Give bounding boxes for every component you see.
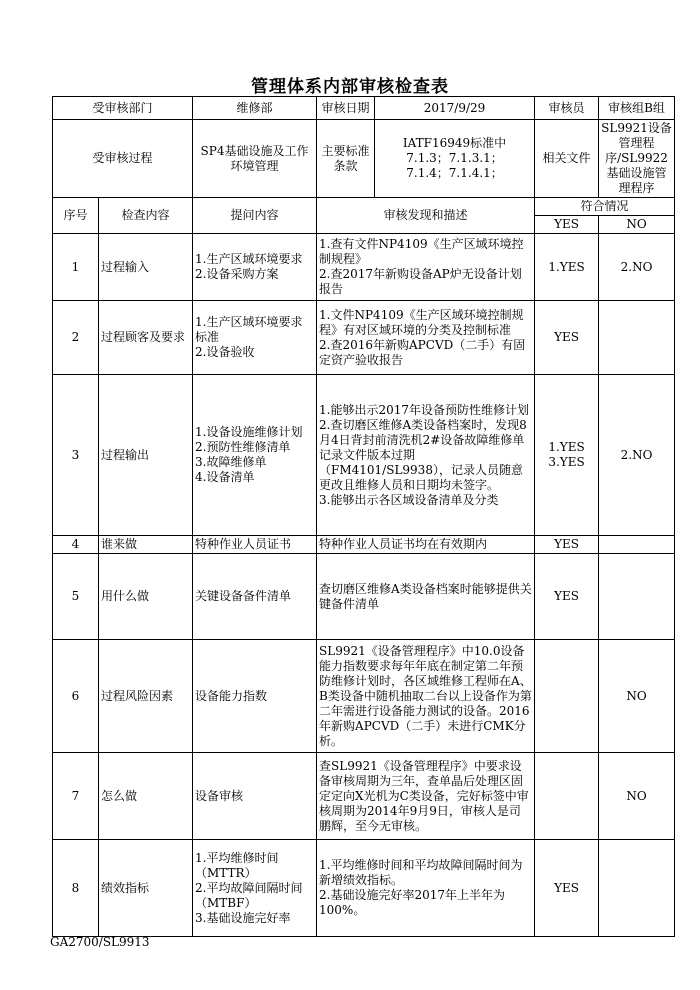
header-row-process [53, 120, 675, 198]
dept-value: 维修部 [193, 97, 317, 120]
row-content: 怎么做 [99, 753, 193, 840]
table-row [53, 640, 675, 753]
docs-value: SL9921设备管理程序/SL9922基础设施管理程序 [599, 120, 675, 198]
process-label: 受审核过程 [53, 120, 193, 198]
row-no-flag: NO [599, 753, 675, 840]
row-no-flag: 2.NO [599, 375, 675, 536]
row-finding: 1.平均维修时间和平均故障间隔时间为新增绩效指标。 2.基础设施完好率2017年上半年为100%。 [317, 840, 535, 937]
row-content: 谁来做 [99, 536, 193, 554]
row-finding: 特种作业人员证书均在有效期内 [317, 536, 535, 554]
row-yes: YES [535, 554, 599, 640]
row-content: 过程风险因素 [99, 640, 193, 753]
row-no: 5 [53, 554, 99, 640]
row-question: 特种作业人员证书 [193, 536, 317, 554]
table-row [53, 536, 675, 554]
table-row [53, 554, 675, 640]
row-yes: YES [535, 840, 599, 937]
row-no-flag: NO [599, 640, 675, 753]
table-row [53, 234, 675, 301]
row-no: 1 [53, 234, 99, 301]
row-no: 4 [53, 536, 99, 554]
row-question: 1.生产区域环境要求 2.设备采购方案 [193, 234, 317, 301]
date-value: 2017/9/29 [375, 97, 535, 120]
row-content: 过程输入 [99, 234, 193, 301]
row-no-flag [599, 536, 675, 554]
table-row [53, 375, 675, 536]
row-question: 1.设备设施维修计划 2.预防性维修清单 3.故障维修单 4.设备清单 [193, 375, 317, 536]
process-value: SP4基础设施及工作环境管理 [193, 120, 317, 198]
row-content: 用什么做 [99, 554, 193, 640]
row-question: 关键设备备件清单 [193, 554, 317, 640]
audit-checklist-table [52, 96, 675, 937]
row-question: 设备能力指数 [193, 640, 317, 753]
table-row [53, 753, 675, 840]
row-no: 7 [53, 753, 99, 840]
row-no-flag [599, 554, 675, 640]
row-finding: 1.查有文件NP4109《生产区域环境控制规程》 2.查2017年新购设备AP炉无设备计划报告 [317, 234, 535, 301]
page-title: 管理体系内部审核检查表 [251, 77, 449, 97]
row-no: 8 [53, 840, 99, 937]
row-no: 2 [53, 301, 99, 375]
col-question: 提问内容 [193, 198, 317, 234]
col-finding: 审核发现和描述 [317, 198, 535, 234]
col-yes: YES [535, 216, 599, 234]
row-finding: 1.能够出示2017年设备预防性维修计划 2.查切磨区维修A类设备档案时，发现8月4日背封前清洗机2#设备故障维修单记录文件版本过期（FM4101/SL9938），记录人员随意更改且维修人员和日期均未签字。 3.能够出示各区域设备清单及分类 [317, 375, 535, 536]
table-row [53, 840, 675, 937]
row-question: 设备审核 [193, 753, 317, 840]
dept-label: 受审核部门 [53, 97, 193, 120]
row-no: 3 [53, 375, 99, 536]
row-content: 绩效指标 [99, 840, 193, 937]
row-yes [535, 753, 599, 840]
document-code: GA2700/SL9913 [50, 935, 150, 949]
row-no-flag [599, 301, 675, 375]
clause-value: IATF16949标准中 7.1.3；7.1.3.1； 7.1.4；7.1.4.1； [375, 120, 535, 198]
row-no-flag [599, 840, 675, 937]
docs-label: 相关文件 [535, 120, 599, 198]
row-content: 过程输出 [99, 375, 193, 536]
header-row-dept [53, 97, 675, 120]
clause-label: 主要标准条款 [317, 120, 375, 198]
table-row [53, 301, 675, 375]
column-header-row [53, 198, 675, 216]
row-no: 6 [53, 640, 99, 753]
auditor-label: 审核员 [535, 97, 599, 120]
row-yes: 1.YES [535, 234, 599, 301]
col-no-flag: NO [599, 216, 675, 234]
row-yes: YES [535, 301, 599, 375]
col-content: 检查内容 [99, 198, 193, 234]
col-conformity: 符合情况 [535, 198, 675, 216]
auditor-value: 审核组B组 [599, 97, 675, 120]
col-no: 序号 [53, 198, 99, 234]
row-question: 1.生产区域环境要求标准 2.设备验收 [193, 301, 317, 375]
row-finding: 1.文件NP4109《生产区域环境控制规程》有对区域环境的分类及控制标准 2.查2016年新购APCVD（二手）有固定资产验收报告 [317, 301, 535, 375]
row-finding: 查SL9921《设备管理程序》中要求设备审核周期为三年，查单晶后处理区固定定向X光机为C类设备，完好标签中审核周期为2014年9月9日，审核人是司鹏辉，至今无审核。 [317, 753, 535, 840]
row-finding: SL9921《设备管理程序》中10.0设备能力指数要求每年年底在制定第二年预防维修计划时，各区域维修工程师在A、B类设备中随机抽取二台以上设备作为第二年需进行设备能力测试的设备。2016年新购APCVD（二手）未进行CMK分析。 [317, 640, 535, 753]
row-content: 过程顾客及要求 [99, 301, 193, 375]
row-yes: YES [535, 536, 599, 554]
date-label: 审核日期 [317, 97, 375, 120]
row-question: 1.平均维修时间（MTTR） 2.平均故障间隔时间（MTBF） 3.基础设施完好率 [193, 840, 317, 937]
row-no-flag: 2.NO [599, 234, 675, 301]
row-yes [535, 640, 599, 753]
row-finding: 查切磨区维修A类设备档案时能够提供关键备件清单 [317, 554, 535, 640]
row-yes: 1.YES 3.YES [535, 375, 599, 536]
